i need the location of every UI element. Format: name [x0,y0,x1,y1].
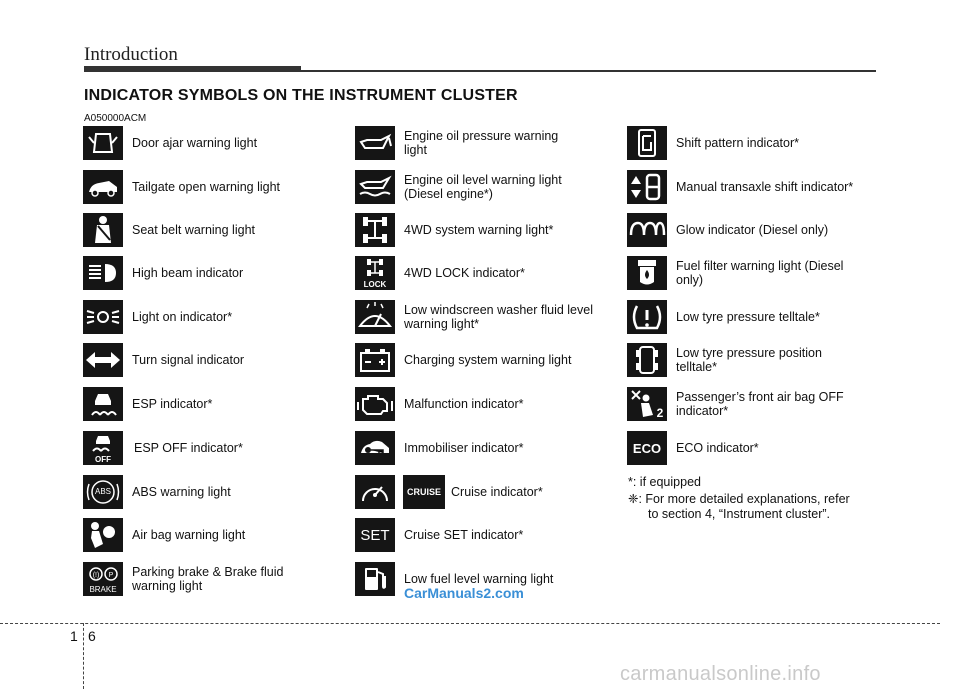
footer-rule [0,623,940,624]
eco-icon [627,431,667,465]
air-bag-label: Air bag warning light [132,528,246,542]
eco-label: ECO indicator* [676,441,759,455]
equipped-note: *: if equipped [628,475,701,489]
watermark-top: CarManuals2.com [404,585,524,601]
section-header-title: Introduction [84,44,178,65]
page-title: INDICATOR SYMBOLS ON THE INSTRUMENT CLUSTER [84,87,518,104]
washer-fluid-icon [355,300,395,334]
cruise-set-icon-text: SET [360,526,390,544]
abs-icon [83,475,123,509]
passenger-airbag-off-icon [627,387,667,421]
svg-text:(!): (!) [92,572,100,579]
esp-off-icon [83,431,123,465]
shift-up-down-icon [627,170,667,204]
light-on-item [83,300,232,334]
manual-shift-label: Manual transaxle shift indicator* [676,180,854,194]
cruise-set-item [355,518,523,552]
cruise-icon-text: CRUISE [406,487,441,497]
oil-level-icon [355,170,395,204]
document-code: A050000ACM [84,113,147,124]
oil-pressure-item [355,126,584,160]
malfunction-icon [355,387,395,421]
immobiliser-label: Immobiliser indicator* [404,441,524,455]
esp-item [83,387,212,421]
air-bag-item [83,518,245,552]
parking-brake-item [83,562,317,596]
4wd-system-icon [355,213,395,247]
shift-pattern-item [627,126,799,160]
esp-off-icon-text: OFF [95,455,111,464]
oil-pressure-label: Engine oil pressure warning light [404,129,559,157]
low-tyre-item [627,300,820,334]
high-beam-label: High beam indicator [132,266,244,280]
tailgate-open-icon [83,170,123,204]
washer-fluid-item [355,300,594,334]
passenger-airbag-label: Passenger’s front air bag OFF indicator* [676,390,844,418]
fuel-filter-label: Fuel filter warning light (Diesel only) [676,259,844,287]
immobiliser-item [355,431,523,465]
fuel-pump-icon [355,562,395,596]
oil-level-item [355,170,594,204]
glow-coil-icon [627,213,667,247]
turn-signal-icon [83,343,123,377]
light-on-label: Light on indicator* [132,310,233,324]
esp-off-item [83,431,243,465]
low-fuel-label: Low fuel level warning light [404,572,554,586]
tailgate-open-item [83,170,280,204]
page-number: 6 [88,628,96,644]
door-ajar-item [83,126,257,160]
light-on-icon [83,300,123,334]
cruise-text-icon [403,475,445,509]
4wd-lock-icon-text: LOCK [363,280,387,289]
passenger-airbag-item [627,387,876,421]
turn-signal-label: Turn signal indicator [132,353,245,367]
cruise-gauge-icon [355,475,395,509]
watermark-bottom: carmanualsonline.info [620,663,821,685]
door-ajar-label: Door ajar warning light [132,136,258,150]
oil-pressure-icon [355,126,395,160]
abs-item [83,475,231,509]
eco-item [627,431,759,465]
4wd-lock-item [355,256,525,290]
turn-signal-item [83,343,244,377]
shift-pattern-label: Shift pattern indicator* [676,136,799,150]
seat-belt-icon [83,213,123,247]
svg-text:2: 2 [656,406,664,420]
svg-text:P: P [108,572,114,579]
abs-label: ABS warning light [132,485,231,499]
washer-fluid-label: Low windscreen washer fluid level warning light* [404,303,593,331]
footer-divider [83,623,84,689]
esp-off-label: ESP OFF indicator* [134,441,243,455]
cruise-label: Cruise indicator* [451,485,543,499]
shift-pattern-icon [627,126,667,160]
malfunction-item [355,387,524,421]
4wd-lock-icon [355,256,395,290]
oil-level-label: Engine oil level warning light (Diesel engine*) [404,173,562,201]
refer-note-line1: ❈: For more detailed explanations, refer [628,492,850,506]
header-rule [301,70,876,72]
low-tyre-label: Low tyre pressure telltale* [676,310,820,324]
eco-icon-text: ECO [632,440,662,456]
glow-label: Glow indicator (Diesel only) [676,223,829,237]
door-ajar-icon [83,126,123,160]
tyre-position-icon [627,343,667,377]
charging-item [355,343,571,377]
parking-brake-label: Parking brake & Brake fluid warning light [132,565,284,593]
header-bar [84,66,301,72]
chapter-number: 1 [70,628,78,644]
seat-belt-label: Seat belt warning light [132,223,255,237]
abs-icon-text: ABS [94,487,111,496]
parking-brake-icon-text: BRAKE [89,585,117,594]
malfunction-label: Malfunction indicator* [404,397,524,411]
4wd-system-label: 4WD system warning light* [404,223,554,237]
esp-icon [83,387,123,421]
charging-icon [355,343,395,377]
air-bag-icon [83,518,123,552]
seat-belt-item [83,213,255,247]
tyre-position-label: Low tyre pressure position telltale* [676,346,822,374]
parking-brake-icon [83,562,123,596]
high-beam-item [83,256,243,290]
4wd-system-item [355,213,553,247]
tailgate-open-label: Tailgate open warning light [132,180,281,194]
esp-label: ESP indicator* [132,397,213,411]
cruise-item [355,475,543,509]
refer-note-line2: to section 4, “Instrument cluster”. [648,507,831,521]
cruise-set-label: Cruise SET indicator* [404,528,524,542]
tyre-pressure-icon [627,300,667,334]
manual-shift-item [627,170,853,204]
charging-label: Charging system warning light [404,353,572,367]
tyre-position-item [627,343,856,377]
cruise-set-icon [355,518,395,552]
fuel-filter-icon [627,256,667,290]
immobiliser-icon [355,431,395,465]
high-beam-icon [83,256,123,290]
4wd-lock-label: 4WD LOCK indicator* [404,266,525,280]
fuel-filter-item [627,256,856,290]
glow-item [627,213,828,247]
